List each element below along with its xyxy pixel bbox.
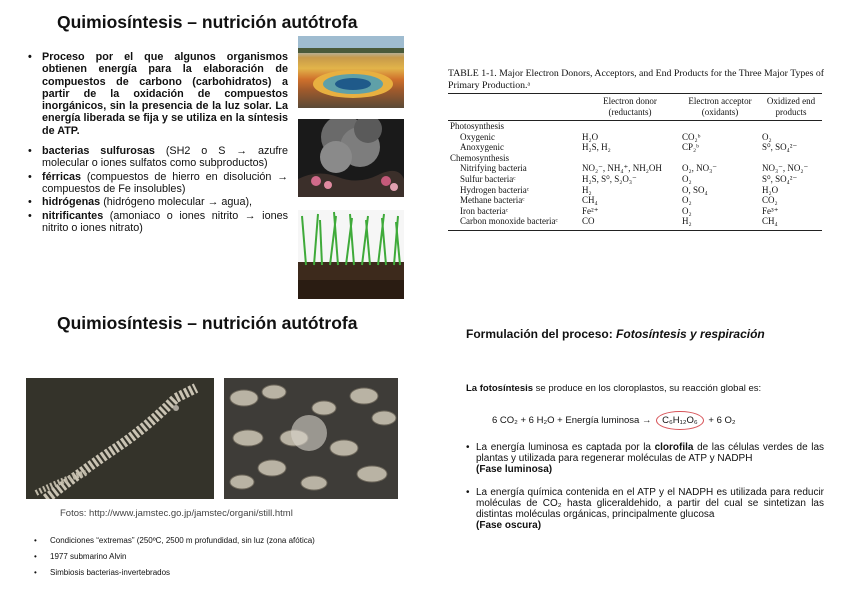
- term-nitrificantes: nitrificantes: [42, 209, 104, 222]
- intro-bold: La fotosíntesis: [466, 383, 534, 394]
- table-header: Oxidized end products: [760, 94, 822, 121]
- term-desc: (amoniaco o iones nitrito → iones nitrito o iones nitrato): [42, 209, 288, 234]
- electron-table: [448, 93, 822, 231]
- term-desc: (compuestos de hierro en disolución → compuestos de Fe insolubles): [42, 170, 288, 195]
- table-cell: CH₄: [760, 216, 822, 230]
- table-cell: H₂: [582, 184, 592, 195]
- glucose-product: C₆H₁₂O₆: [656, 411, 704, 430]
- hydrothermal-vent-photo: [298, 119, 404, 197]
- table-cell: [680, 121, 760, 132]
- table-cell: NO₃⁻, NO₂⁻: [762, 163, 809, 174]
- hot-spring-graphic: [298, 36, 404, 108]
- bullet2-text: La energía química contenida en el ATP y el NADPH es utilizada para reducir moléculas de CO₂ hasta gliceraldehido, a partir del cual se sintetizan las distintas moléculas orgánicas, principalmente glucosa: [476, 487, 824, 520]
- table-cell: O₂: [682, 173, 692, 184]
- bullet1-text-rest: de las células verdes de las plantas y utilizada para regenerar moléculas de ATP y NADPH: [476, 442, 825, 464]
- row-label: Photosynthesis: [450, 121, 505, 131]
- table-cell: CO₂ᵇ: [682, 131, 701, 142]
- table-header: Electron acceptor (oxidants): [680, 94, 760, 121]
- bullet1-text: La energía luminosa es captada por la: [476, 442, 655, 453]
- table-cell: S⁰, SO₄²⁻: [762, 173, 798, 184]
- table-cell: H₂S, S⁰, S₂O₃⁻: [582, 173, 637, 184]
- table-row: [448, 142, 822, 153]
- table-header-row: [448, 94, 822, 121]
- clorofila-term: clorofila: [654, 442, 694, 453]
- title-italic: Fotosíntesis y respiración: [616, 327, 765, 341]
- mussels-graphic: [224, 378, 398, 499]
- row-label: Anoxygenic: [460, 142, 504, 153]
- table-cell: CH₄: [582, 195, 598, 206]
- photo-credit: Fotos: http://www.jamstec.go.jp/jamstec/organi/still.html: [60, 508, 293, 519]
- mussels-vent-photo: [224, 378, 398, 499]
- table-cell: [580, 121, 680, 132]
- row-label: Carbon monoxide bacteriaᶜ: [448, 216, 580, 230]
- table-row: [448, 185, 822, 196]
- table-cell: O₂: [762, 131, 772, 142]
- slide4-bullet-list: [466, 442, 824, 543]
- row-label: Chemosynthesis: [450, 152, 510, 163]
- table-caption: TABLE 1-1. Major Electron Donors, Acceptors, and End Products for the Three Major Types of Primary Production.ᵃ: [448, 68, 825, 91]
- seafloor-graphic: [26, 378, 214, 499]
- term-ferricas: férricas: [42, 170, 82, 183]
- term-desc: (SH2 o S → azufre molecular o iones sulfatos como subproductos): [42, 145, 288, 170]
- table-cell: S⁰, SO₄²⁻: [762, 142, 798, 153]
- table-row: [448, 216, 822, 230]
- table-section-row: [448, 121, 822, 132]
- row-label: Sulfur bacteriaᶜ: [460, 173, 516, 184]
- vent-smoke-graphic: [298, 119, 404, 197]
- title-plain: Formulación del proceso:: [466, 327, 617, 341]
- slide3-title: Quimiosíntesis – nutrición autótrofa: [57, 313, 358, 333]
- list-item: • Condiciones “extremas” (250ºC, 2500 m profundidad, sin luz (zona afótica): [34, 536, 414, 546]
- seafloor-worms-photo: [26, 378, 214, 499]
- table-cell: H₂: [680, 216, 760, 230]
- equation-oxygen: + 6 O₂: [708, 415, 736, 426]
- table-cell: NO₂⁻, NH₄⁺, NH₂OH: [582, 163, 662, 174]
- grass-soil-photo: [298, 210, 404, 299]
- table-cell: CP₂ᵇ: [682, 142, 699, 153]
- table-row: [448, 132, 822, 143]
- term-hidrogenas: hidrógenas: [42, 196, 101, 209]
- table-cell: CO₂: [762, 195, 778, 206]
- table-cell: H₂S, H₂: [582, 142, 611, 153]
- term-desc: (hidrógeno molecular → agua),: [100, 196, 253, 209]
- table-cell: Fe²⁺: [582, 205, 599, 216]
- fase-oscura-tag: (Fase oscura): [476, 520, 542, 531]
- row-label: Nitrifying bacteria: [460, 163, 527, 174]
- reaction-equation: [492, 411, 736, 430]
- term-sulfurosas: bacterias sulfurosas: [42, 145, 155, 158]
- list-item: • Simbiosis bacterias-invertebrados: [34, 568, 414, 578]
- table-cell: O, SO₄: [682, 184, 708, 195]
- table-row: [448, 195, 822, 206]
- list-item: • Proceso por el que algunos organismos obtienen energía para la elaboración de compuestos de carbono (carbohidratos) a partir de la oxidación de compuestos inorgánicos, sin la presencia de la luz solar. La energía liberada se fija y se utiliza en la síntesis de ATP.: [28, 51, 288, 137]
- list-item: [28, 196, 288, 208]
- table-cell: O₂: [682, 195, 692, 206]
- slide1-bullet-list: [28, 51, 288, 235]
- slide1-title: Quimiosíntesis – nutrición autótrofa: [57, 12, 358, 32]
- row-label: Methane bacteriaᶜ: [460, 195, 525, 206]
- list-item: [28, 171, 288, 196]
- table-cell: [760, 153, 822, 164]
- row-label: Iron bacteriaᶜ: [460, 205, 509, 216]
- table-cell: O₂, NO₃⁻: [682, 163, 718, 174]
- fase-luminosa-tag: (Fase luminosa): [476, 464, 553, 475]
- table-cell: [580, 153, 680, 164]
- table-cell: H₂O: [762, 184, 779, 195]
- intro-rest: se produce en los cloroplastos, su reacción global es:: [533, 383, 762, 394]
- list-item: [28, 145, 288, 170]
- table-cell: O₂: [682, 205, 692, 216]
- table-row: [448, 174, 822, 185]
- photosynthesis-intro: [466, 383, 761, 394]
- table-row: [448, 163, 822, 174]
- row-label: Oxygenic: [460, 131, 495, 142]
- table-header: [448, 94, 580, 121]
- hot-spring-photo: [298, 36, 404, 108]
- list-item: • 1977 submarino Alvin: [34, 552, 414, 562]
- row-label: Hydrogen bacteriaᶜ: [460, 184, 530, 195]
- table-body: [448, 121, 822, 231]
- table-row: [448, 206, 822, 217]
- list-item: [28, 210, 288, 235]
- table-cell: H₂O: [582, 131, 599, 142]
- table-header: Electron donor (reductants): [580, 94, 680, 121]
- table-section-row: [448, 153, 822, 164]
- grass-graphic: [298, 210, 404, 299]
- slide3-bullet-list: [34, 536, 414, 584]
- equation-reactants: 6 CO₂ + 6 H₂O + Energía luminosa →: [492, 415, 652, 426]
- table-cell: [680, 153, 760, 164]
- table-cell: [760, 121, 822, 132]
- table-cell: Fe³⁺: [762, 205, 779, 216]
- slide4-title: [466, 327, 765, 341]
- table-cell: CO: [580, 216, 680, 230]
- list-item: [466, 487, 824, 531]
- list-item: [466, 442, 824, 475]
